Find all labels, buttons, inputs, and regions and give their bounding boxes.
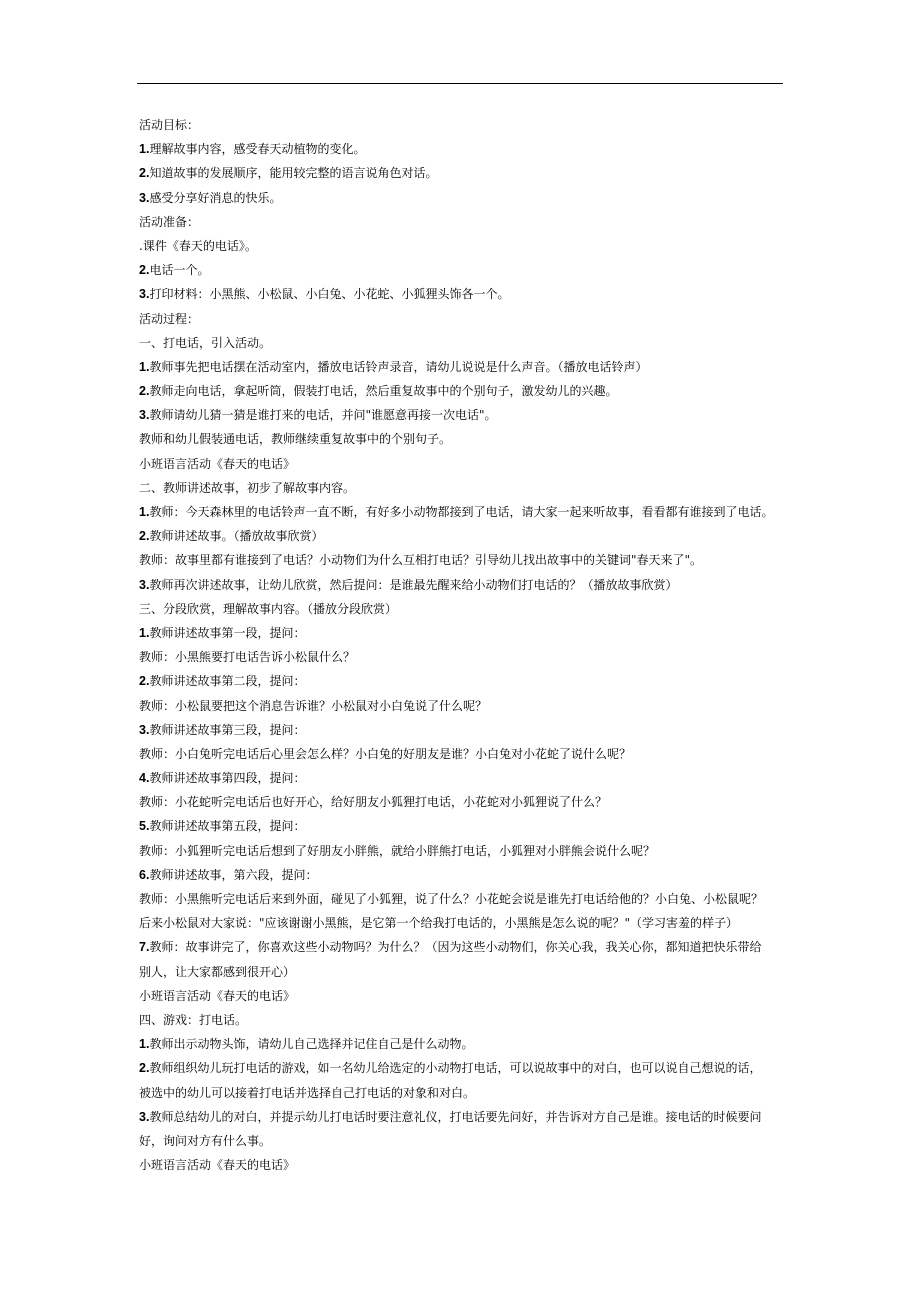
line-text: 知道故事的发展顺序，能用较完整的语言说角色对话。 — [149, 166, 438, 181]
document-line — [139, 911, 799, 935]
document-line — [139, 137, 799, 161]
line-text: 二、教师讲述故事，初步了解故事内容。 — [139, 480, 356, 495]
document-line — [139, 258, 799, 282]
document-line — [139, 186, 799, 210]
document-body — [139, 113, 799, 1177]
line-text: 小班语言活动《春天的电话》 — [139, 1158, 296, 1173]
line-text: 好，询问对方有什么事。 — [139, 1133, 272, 1148]
line-text: 被选中的幼儿可以接着打电话并选择自己打电话的对象和对白。 — [139, 1085, 476, 1100]
line-text: 教师讲述故事第二段，提问： — [149, 674, 306, 689]
line-text: 三、分段欣赏，理解故事内容。（播放分段欣赏） — [139, 601, 398, 616]
document-line — [139, 1032, 799, 1056]
item-number: 2. — [139, 384, 150, 399]
document-line — [139, 814, 799, 838]
item-number: 2. — [139, 166, 150, 181]
line-text: 教师讲述故事第三段，提问： — [149, 722, 306, 737]
line-text: 教师讲述故事第五段，提问： — [149, 819, 306, 834]
document-line — [139, 210, 799, 234]
line-text: 教师事先把电话摆在活动室内，播放电话铃声录音，请幼儿说说是什么声音。（播放电话铃声） — [149, 359, 648, 374]
line-text: 教师：小黑熊听完电话后来到外面，碰见了小狐狸，说了什么？小花蛇会说是谁先打电话给他的？小白兔、小松鼠呢？ — [139, 892, 764, 906]
line-text: 小班语言活动《春天的电话》 — [139, 988, 296, 1003]
document-line — [139, 476, 799, 500]
item-number: 3. — [139, 408, 150, 423]
line-text: 后来小松鼠对大家说："应该谢谢小黑熊，是它第一个给我打电话的，小黑熊是怎么说的呢？"（学习害羞的样子） — [139, 916, 739, 931]
item-number: 2. — [139, 263, 150, 278]
document-line — [139, 1153, 799, 1177]
line-text: 活动目标： — [139, 118, 200, 132]
line-text: 感受分享好消息的快乐。 — [149, 190, 282, 205]
item-number: 2. — [139, 674, 150, 689]
document-line — [139, 790, 799, 814]
item-number: 2. — [139, 1061, 150, 1076]
document-line — [139, 645, 799, 669]
line-text: 教师组织幼儿玩打电话的游戏，如一名幼儿给选定的小动物打电话，可以说故事中的对白，也可以说自己想说的话， — [149, 1061, 762, 1076]
line-text: 教师总结幼儿的对白，并提示幼儿打电话时要注意礼仪，打电话要先问好，并告诉对方自己是谁。接电话的时候要问 — [149, 1109, 762, 1124]
line-text: 教师：小花蛇听完电话后也好开心，给好朋友小狐狸打电话，小花蛇对小狐狸说了什么？ — [139, 795, 608, 810]
item-number: 6. — [139, 867, 150, 882]
line-text: 教师：小白兔听完电话后心里会怎么样？小白兔的好朋友是谁？小白兔对小花蛇了说什么呢？ — [139, 746, 632, 761]
line-text: 教师：小狐狸听完电话后想到了好朋友小胖熊，就给小胖熊打电话，小狐狸对小胖熊会说什么呢？ — [139, 843, 656, 858]
line-text: 教师出示动物头饰，请幼儿自己选择并记住自己是什么动物。 — [149, 1037, 474, 1052]
document-line — [139, 427, 799, 451]
document-line — [139, 500, 799, 524]
line-text: 活动过程： — [139, 311, 200, 326]
document-line — [139, 1105, 799, 1129]
line-text: 电话一个。 — [149, 263, 210, 278]
line-text: 打印材料：小黑熊、小松鼠、小白兔、小花蛇、小狐狸头饰各一个。 — [149, 287, 510, 302]
document-line — [139, 1129, 799, 1153]
document-line — [139, 307, 799, 331]
item-number: 3. — [139, 577, 150, 592]
document-line — [139, 863, 799, 887]
item-number: 5. — [139, 819, 150, 834]
line-text: 四、游戏：打电话。 — [139, 1012, 248, 1027]
item-number: 1. — [139, 359, 150, 374]
line-text: 教师讲述故事第四段，提问： — [149, 771, 306, 786]
item-number: 3. — [139, 1109, 150, 1124]
document-line — [139, 1056, 799, 1080]
item-number: 1. — [139, 625, 150, 640]
document-line — [139, 1008, 799, 1032]
line-text: 教师：今天森林里的电话铃声一直不断，有好多小动物都接到了电话，请大家一起来听故事，看看都有谁接到了电话。 — [149, 505, 774, 519]
item-number: 3. — [139, 722, 150, 737]
line-text: 教师讲述故事第一段，提问： — [149, 625, 306, 640]
item-number: 1. — [139, 505, 150, 519]
item-number: 4. — [139, 771, 150, 786]
document-line — [139, 524, 799, 548]
line-text: 教师：故事里都有谁接到了电话？小动物们为什么互相打电话？引导幼儿找出故事中的关键词"春天来了"。 — [139, 553, 703, 568]
document-line — [139, 960, 799, 984]
document-line — [139, 282, 799, 306]
document-line — [139, 597, 799, 621]
document-line — [139, 766, 799, 790]
document-line — [139, 669, 799, 693]
line-text: 教师再次讲述故事，让幼儿欣赏，然后提问：是谁最先醒来给小动物们打电话的？（播放故事欣赏） — [149, 577, 678, 592]
line-text: 教师：小黑熊要打电话告诉小松鼠什么？ — [139, 650, 356, 665]
header-rule — [137, 83, 783, 84]
document-line — [139, 887, 799, 911]
line-text: 别人，让大家都感到很开心） — [139, 964, 296, 979]
line-text: 活动准备： — [139, 214, 200, 229]
document-line — [139, 452, 799, 476]
line-text: 小班语言活动《春天的电话》 — [139, 456, 296, 471]
line-text: 教师讲述故事。（播放故事欣赏） — [149, 529, 324, 544]
item-number: 1. — [139, 142, 150, 157]
item-number: 1. — [139, 1037, 150, 1052]
line-text: 教师走向电话，拿起听筒，假装打电话，然后重复故事中的个别句子，激发幼儿的兴趣。 — [149, 384, 618, 399]
document-line — [139, 234, 799, 258]
document-line — [139, 355, 799, 379]
document-line — [139, 718, 799, 742]
document-line — [139, 573, 799, 597]
document-line — [139, 694, 799, 718]
line-text: 一、打电话，引入活动。 — [139, 335, 272, 350]
document-line — [139, 935, 799, 959]
document-line — [139, 548, 799, 572]
document-line — [139, 742, 799, 766]
item-number: 3. — [139, 190, 150, 205]
document-line — [139, 984, 799, 1008]
document-line — [139, 161, 799, 185]
item-number: 7. — [139, 940, 150, 955]
document-line — [139, 839, 799, 863]
line-text: 教师讲述故事，第六段，提问： — [149, 867, 318, 882]
item-number: 3. — [139, 287, 150, 302]
document-line — [139, 379, 799, 403]
line-text: .课件《春天的电话》。 — [139, 238, 257, 253]
document-line — [139, 1081, 799, 1105]
line-text: 理解故事内容，感受春天动植物的变化。 — [149, 142, 366, 157]
document-line — [139, 403, 799, 427]
item-number: 2. — [139, 529, 150, 544]
line-text: 教师：小松鼠要把这个消息告诉谁？小松鼠对小白兔说了什么呢？ — [139, 698, 488, 713]
line-text: 教师请幼儿猜一猜是谁打来的电话，并问"谁愿意再接一次电话"。 — [149, 408, 497, 423]
document-line — [139, 113, 799, 137]
document-line — [139, 331, 799, 355]
document-line — [139, 621, 799, 645]
line-text: 教师和幼儿假装通电话，教师继续重复故事中的个别句子。 — [139, 432, 452, 447]
line-text: 教师：故事讲完了，你喜欢这些小动物吗？为什么？（因为这些小动物们，你关心我，我关心你，都知道把快乐带给 — [149, 940, 762, 955]
